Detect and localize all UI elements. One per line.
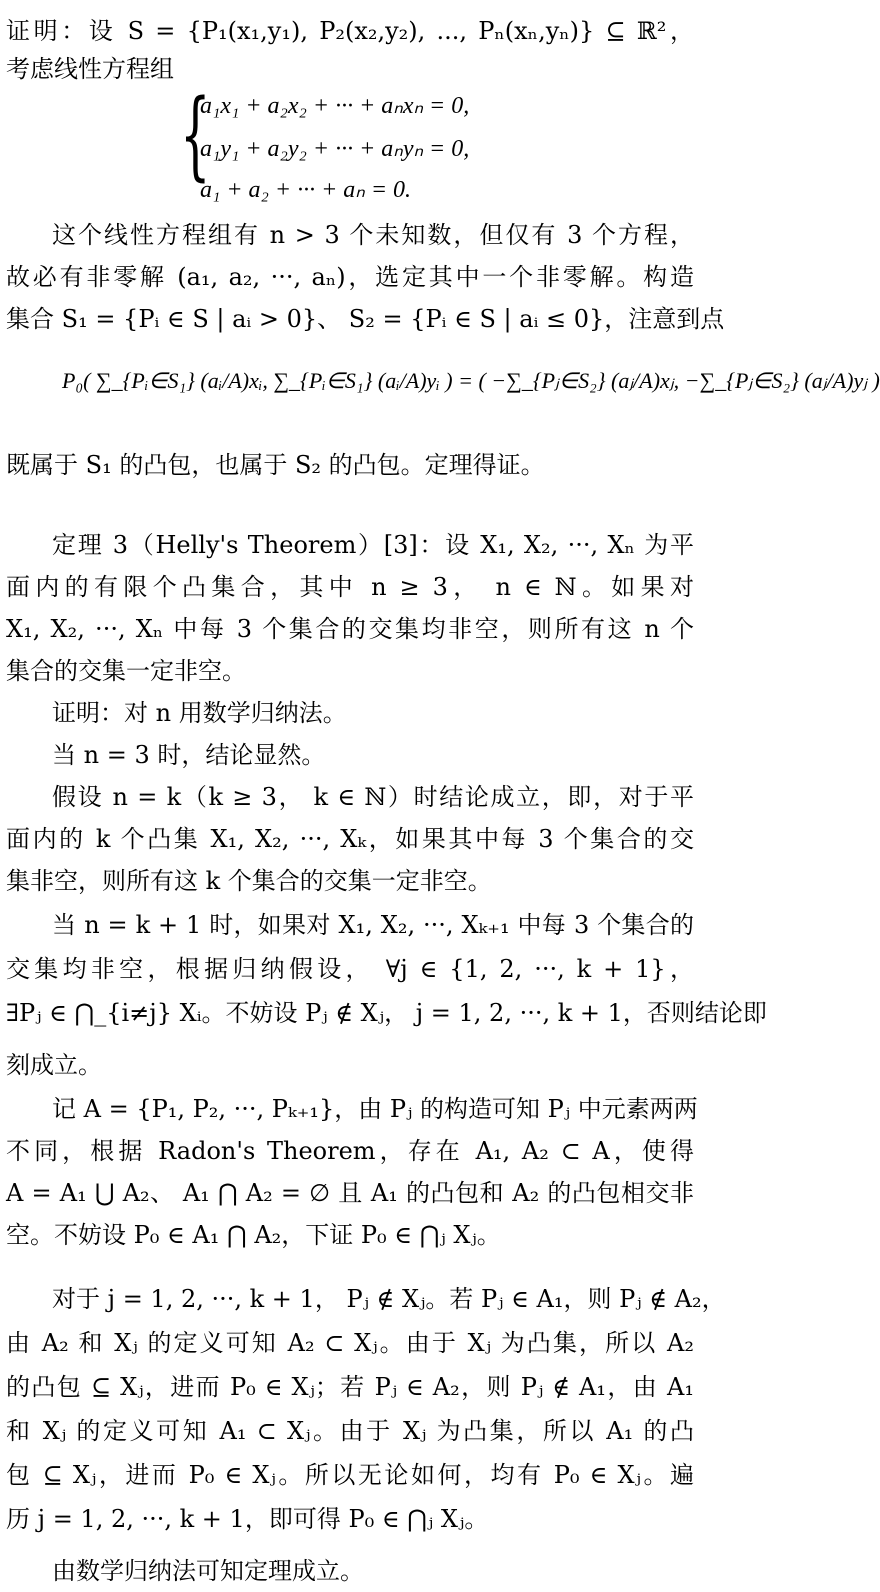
proof2-line4: 面内的 k 个凸集 X₁, X₂, ···, Xₖ，如果其中每 3 个集合的交 [6, 825, 694, 853]
proof2-line17: 和 Xⱼ 的定义可知 A₁ ⊂ Xⱼ。由于 Xⱼ 为凸集，所以 A₁ 的凸 [6, 1417, 694, 1445]
proof1-line2: 考虑线性方程组 [6, 55, 174, 83]
proof2-line11: 不同，根据 Radon's Theorem，存在 A₁, A₂ ⊂ A，使得 [6, 1137, 694, 1165]
proof1-conclusion: 既属于 S₁ 的凸包，也属于 S₂ 的凸包。定理得证。 [6, 451, 545, 479]
theorem3-line2: 面内的有限个凸集合，其中 n ≥ 3， n ∈ ℕ。如果对 [6, 573, 694, 601]
proof2-line16: 的凸包 ⊆ Xⱼ，进而 P₀ ∈ Xⱼ；若 Pⱼ ∈ A₂，则 Pⱼ ∉ A₁，由 A₁ [6, 1373, 694, 1401]
equation-system-brace: { [180, 79, 211, 191]
theorem3-line3: X₁, X₂, ···, Xₙ 中每 3 个集合的交集均非空，则所有这 n 个 [6, 615, 694, 643]
proof2-line3: 假设 n = k（k ≥ 3， k ∈ ℕ）时结论成立，即，对于平 [52, 783, 694, 811]
proof2-line5: 集非空，则所有这 k 个集合的交集一定非空。 [6, 867, 492, 895]
proof2-line7: 交集均非空，根据归纳假设， ∀j ∈ {1, 2, ···, k + 1}， [6, 955, 694, 983]
equation-1: a₁x₁ + a₂x₂ + ··· + aₙxₙ = 0, [200, 93, 470, 119]
proof2-line15: 由 A₂ 和 Xⱼ 的定义可知 A₂ ⊂ Xⱼ。由于 Xⱼ 为凸集，所以 A₂ [6, 1329, 694, 1357]
proof2-line12: A = A₁ ⋃ A₂、 A₁ ⋂ A₂ = ∅ 且 A₁ 的凸包和 A₂ 的凸包相交非 [6, 1179, 694, 1207]
proof1-para2: 故必有非零解 (a₁, a₂, ···, aₙ)，选定其中一个非零解。构造 [6, 263, 694, 291]
proof2-line20: 由数学归纳法可知定理成立。 [52, 1557, 364, 1585]
proof2-line1: 证明：对 n 用数学归纳法。 [52, 699, 347, 727]
proof2-line14: 对于 j = 1, 2, ···, k + 1， Pⱼ ∉ Xⱼ。若 Pⱼ ∈ A₁，则 Pⱼ ∉ A₂， [52, 1285, 726, 1313]
theorem3-line1: 定理 3（Helly's Theorem）[3]：设 X₁, X₂, ···, Xₙ 为平 [52, 531, 694, 559]
proof1-para1: 这个线性方程组有 n > 3 个未知数，但仅有 3 个方程， [52, 221, 694, 249]
proof2-line6: 当 n = k + 1 时，如果对 X₁, X₂, ···, Xₖ₊₁ 中每 3 个集合的 [52, 911, 694, 939]
p0-formula-text: P₀( ∑_{Pᵢ∈S₁} (aᵢ/A)xᵢ, ∑_{Pᵢ∈S₁} (aᵢ/A)yᵢ ) = ( −∑_{Pⱼ∈S₂} (aⱼ/A)xⱼ, −∑_{Pⱼ∈S₂} (aⱼ/A)yⱼ ) [62, 368, 880, 393]
proof2-line10: 记 A = {P₁, P₂, ···, Pₖ₊₁}，由 Pⱼ 的构造可知 Pⱼ 中元素两两 [52, 1095, 698, 1123]
equation-2: a₁y₁ + a₂y₂ + ··· + aₙyₙ = 0, [200, 136, 470, 162]
theorem3-line4: 集合的交集一定非空。 [6, 657, 246, 685]
proof2-line9: 刻成立。 [6, 1051, 102, 1079]
equation-3: a₁ + a₂ + ··· + aₙ = 0. [200, 177, 412, 203]
proof2-line2: 当 n = 3 时，结论显然。 [52, 741, 326, 769]
proof2-line18: 包 ⊆ Xⱼ，进而 P₀ ∈ Xⱼ。所以无论如何，均有 P₀ ∈ Xⱼ。遍 [6, 1461, 694, 1489]
proof2-line13: 空。不妨设 P₀ ∈ A₁ ⋂ A₂，下证 P₀ ∈ ⋂ⱼ Xⱼ。 [6, 1221, 501, 1249]
proof2-line19: 历 j = 1, 2, ···, k + 1，即可得 P₀ ∈ ⋂ⱼ Xⱼ。 [6, 1505, 489, 1533]
p0-formula [62, 346, 880, 434]
proof1-para3: 集合 S₁ = {Pᵢ ∈ S | aᵢ > 0}、 S₂ = {Pᵢ ∈ S | aᵢ ≤ 0}，注意到点 [6, 305, 725, 333]
proof1-line1: 证明：设 S = {P₁(x₁,y₁), P₂(x₂,y₂), ..., Pₙ(xₙ,yₙ)} ⊆ ℝ²， [6, 17, 694, 45]
proof2-line8: ∃Pⱼ ∈ ⋂_{i≠j} Xᵢ。不妨设 Pⱼ ∉ Xⱼ， j = 1, 2, ···, k + 1，否则结论即 [6, 999, 767, 1027]
